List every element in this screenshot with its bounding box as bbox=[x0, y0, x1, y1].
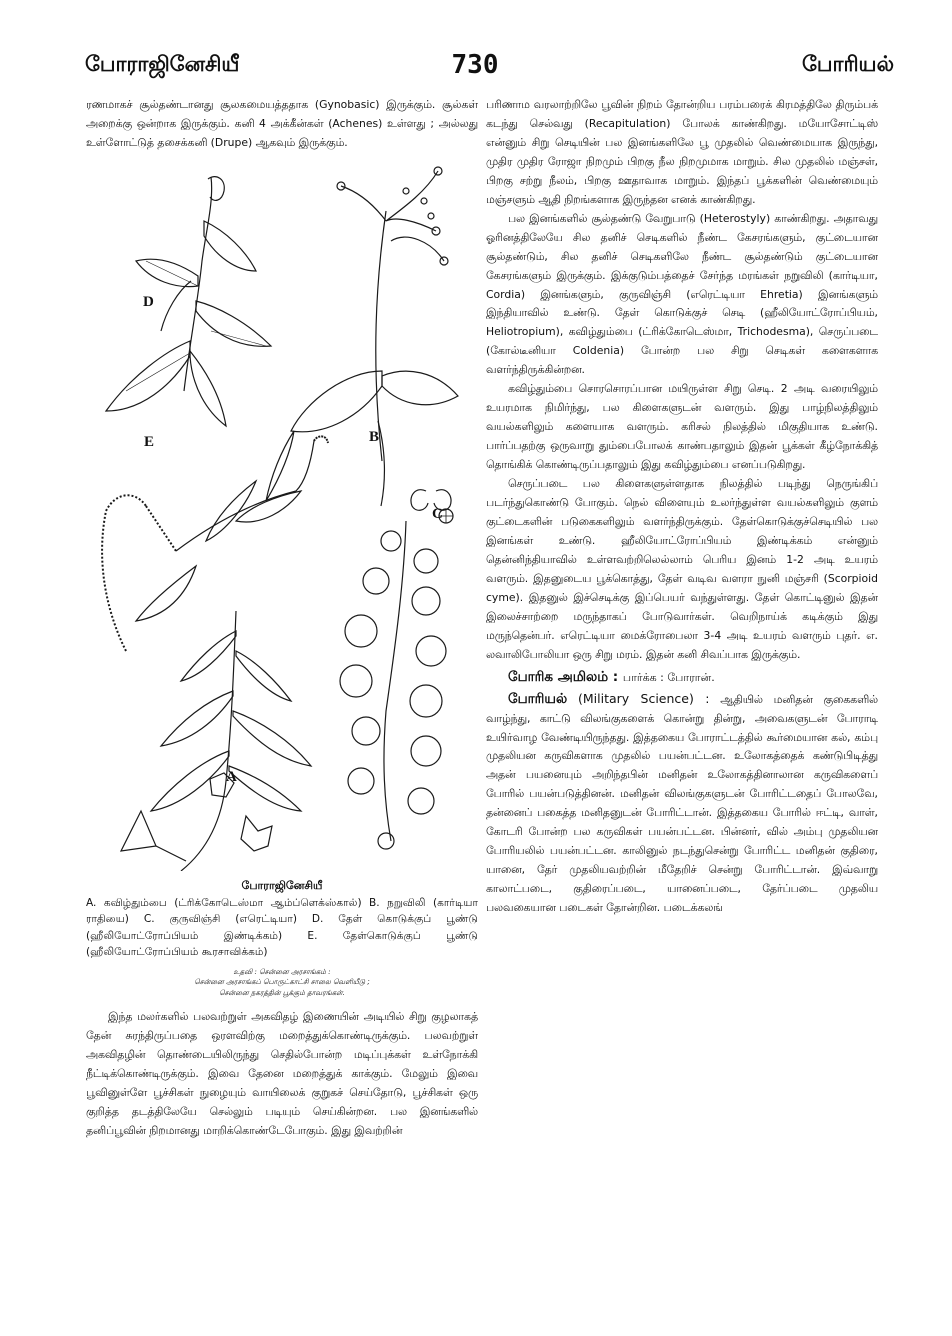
botanical-figure bbox=[86, 161, 478, 871]
body-text bbox=[486, 96, 878, 665]
paragraph-2: பல இனங்களில் சூல்தண்டு வேறுபாடு (Heterostyly) காண்கிறது. அதாவது ஓரினத்திலேயே சில தனிச் செடிகளில் நீண்ட கேசரங்களும், குட்டையான சூல்தண்டும், சில தனிச் செடிகளிலே நீண்ட சூல்தண்டும் குட்டையான கேசரங்களும் இருக்கும். இக்குடும்பத்தைச் சேர்ந்த மரங்கள் நறுவிலி (கார்டியா, Cordia) இனங்களும், குருவிஞ்சி (எரெட்டியா Ehretia) இனங்களும் இந்தியாவில் உண்டு. தேள் கொடுக்குச் செடி (ஹீலியோட்ரோப்பியம், Heliotropium), கவிழ்தும்பை (ட்ரிக்கோடெஸ்மா, Trichodesma), செருப்படை (கோல்டீனியா Coldenia) போன்ற பல சிறு செடிகள் களைகளாக வளர்ந்திருக்கின்றன. bbox=[486, 211, 878, 377]
figure-credit: உதவி : சென்னை அரசாங்கம் : சென்னை அரசாங்கப் பொருட்காட்சி சாலை வெளியீடு ; சென்னை நகரத்தின் பூக்கும் தாவரங்கள். bbox=[194, 967, 370, 997]
intro-paragraph: ரணமாகச் சூல்தண்டானது சூலகமையத்ததாக (Gynobasic) இருக்கும். சூல்கள் அறைக்கு ஒன்றாக இருக்கும். கனி 4 அக்கீன்கள் (Achenes) உள்ளது ; அல்லது உள்ளோட்டுத் தசைக்கனி (Drupe) ஆகவும் இருக்கும். bbox=[86, 98, 478, 149]
plant-illustration bbox=[86, 161, 478, 871]
paragraph-3: கவிழ்தும்பை சொரசொரப்பான மயிருள்ள சிறு செடி. 2 அடி வரையிலும் உயரமாக நிமிர்ந்து, பல கிளைகளுடன் வளரும். இது பாழ்நிலத்திலும் வயல்களிலும் களையாக வளரும். கரிசல் நிலத்தில் மிகுதியாக உண்டு. பார்ப்பதற்கு ஒருவாறு தும்பைபோலக் காண்பதாலும் இதன் பூக்கள் கீழ்நோக்கித் தொங்கிக் கொண்டிருப்பதாலும் இது கவிழ்தும்பை எனப்படுகிறது. bbox=[486, 382, 878, 472]
running-head-right: போரியல் bbox=[801, 52, 894, 76]
figure-label-e: E bbox=[144, 433, 155, 450]
figure-label-d: D bbox=[143, 293, 154, 310]
military-science-english: (Military Science) : bbox=[578, 690, 710, 706]
plant-e-drawing bbox=[102, 431, 328, 651]
military-science-text: ஆதியில் மனிதன் குகைகளில் வாழ்ந்து, காட்டு விலங்குகளைக் கொன்று தின்று, அவைகளுடன் போராடி உயிர்வாழ வேண்டியிருந்தது. இத்தகைய போராட்டத்தில் கூர்மையான கல், கம்பு முதலியன கருவிகளாக முதலில் பயன்பட்டன. உலோகத்தைக் கண்டுபிடித்து அதன் பயனையும் அறிந்தபின் மனிதன் உலோகத்தினாலான கருவிகளைப் போரில் பயன்படுத்தினன். மனிதன் விலங்குகளுடன் போரிட்டதைப் போலவே, தன்னைப் பகைத்த மனிதனுடன் போரிட்டான். இத்தகைய போரில் ஈட்டி, வாள், கோடரி போன்ற பல கருவிகள் பயன்பட்டன. பின்னர், வில் அம்பு முதலியன போரியலில் பயன்பட்டன. காலினுல் நடந்துசென்று போரிட்ட மனிதன் குதிரை, யானை, தேர் முதலியவற்றின் மீதேறிச் சென்று போரிட்டான். இவ்வாறு காலாட்படை, குதிரைப்படை, யானைப்படை, தேர்ப்படை முதலிய பலவகையான படைகள் தோன்றின. படைக்கலங் bbox=[486, 692, 878, 915]
bottom-paragraph: இந்த மலர்களில் பலவற்றுள் அகவிதழ் இணையின் அடியில் சிறு குழலாகத் தேன் சுரந்திருப்பதை ஒரளவிற்கு மறைத்துக்கொண்டிருக்கும். பலவற்றுள் அகவிதழின் தொண்டையிலிருந்து செதில்போன்ற மடிப்புக்கள் உள்நோக்கி நீட்டிக்கொண்டிருக்கும். இவை தேனை மறைத்துக் காக்கும். மேலும் இவை பூவினுள்ளே பூச்சிகள் நுழையும் வாயிலைக் குறுகச் செய்தோடு, பூச்சிகள் ஒரு குறித்த தடத்திலேயே செல்லும் படியும் செய்கின்றன. பல இனங்களில் தனிப்பூவின் நிறமானது மாறிக்கொண்டேபோகும். இது இவற்றின் bbox=[86, 1010, 478, 1138]
plant-d-drawing bbox=[106, 177, 271, 426]
page-header bbox=[0, 50, 952, 90]
figure-caption bbox=[86, 877, 478, 999]
paragraph-1: பரிணாம வரலாற்றிலே பூவின் நிறம் தோன்றிய பரம்பரைக் கிரமத்திலே திரும்பக் கடந்து செல்வது (Recapitulation) போலக் காண்கிறது. மயோசோட்டிஸ் என்னும் சிறு செடியின் பல இனங்களிலே பூ முதலில் வெண்மையாக இருந்து, முதிர முதிர ரோஜா நிறமும் பிறகு நீல நிறமுமாக மாறும். சில முதலில் மஞ்சள், பிறகு சற்று நீலம், பிறகு ஊதாவாக மாறும். இந்தப் பூக்களின் வெண்மையும் மஞ்சளும் ஆதி நிறங்களாக இருந்தன எனக் காண்கிறது. bbox=[486, 98, 878, 206]
boric-acid-entry bbox=[486, 667, 878, 688]
boric-acid-title: போரிக அமிலம் : bbox=[508, 668, 619, 685]
flower-detail-drawing bbox=[121, 811, 186, 861]
page-number: 730 bbox=[451, 50, 499, 80]
caption-title: போராஜினேசியீ bbox=[241, 878, 323, 892]
figure-label-b: B bbox=[369, 428, 380, 445]
right-column bbox=[486, 96, 878, 1306]
caption-text: A. கவிழ்தும்பை (ட்ரிக்கோடெஸ்மா ஆம்ப்ளெக்ஸ்கால்) B. நறுவிலி (கார்டியா ராதியை) C. குருவிஞ்சி (எரெட்டியா) D. தேள் கொடுக்குப் பூண்டு (ஹீலியோட்ரோப்பியம் இண்டிக்கம்) E. தேள்கொடுக்குப் பூண்டு (ஹீலியோட்ரோப்பியம் கூரசாவிக்கம்) bbox=[86, 896, 478, 959]
left-column bbox=[86, 96, 478, 1306]
paragraph-4: செருப்படை பல கிளைகளுள்ளதாக நிலத்தில் படிந்து நெருங்கிப் படர்ந்துகொண்டு போகும். நெல் விளையும் உலர்ந்துள்ள வயல்களிலும் குளம் குட்டைகளின் படுகைகளிலும் வளர்ந்திருக்கும். தேள்கொடுக்குச்செடியில் பல இனங்கள் உண்டு. ஹீலியோட்ரோப்பியம் இண்டிக்கம் என்னும் தென்னிந்தியாவில் உள்ளவற்றிலெல்லாம் பெரிய இனம் 1-2 அடி உயரம் வளரும். இதனுடைய பூக்கொத்து, தேள் வடிவ வளரா நுனி மஞ்சரி (Scorpioid cyme). இதனுல் இச்செடிக்கு இப்பெயர் வந்துள்ளது. தேள் கொட்டினுல் இதன் இலைச்சாற்றை மருந்தாகப் போடுவார்கள். வெறிநாய்க் கடிக்கும் இது மருந்தென்பர். எரெட்டியா மைக்ரோபைலா 3-4 அடி உயரம் வளரும் புதர். எ. லவாலிபோலியா ஒரு சிறு மரம். இதன் கனி சிவப்பாக இருக்கும். bbox=[486, 477, 878, 661]
figure-label-a: A bbox=[226, 768, 237, 785]
military-science-entry bbox=[486, 690, 878, 918]
plant-c-drawing bbox=[340, 509, 453, 849]
plant-a-drawing bbox=[151, 611, 311, 871]
military-science-title: போரியல் bbox=[508, 690, 568, 707]
plant-b-drawing bbox=[291, 167, 458, 510]
running-head-left: போராஜினேசியீ bbox=[85, 52, 240, 76]
figure-label-c: C bbox=[432, 505, 443, 522]
boric-acid-crossref: பார்க்க : போரான். bbox=[622, 670, 715, 684]
